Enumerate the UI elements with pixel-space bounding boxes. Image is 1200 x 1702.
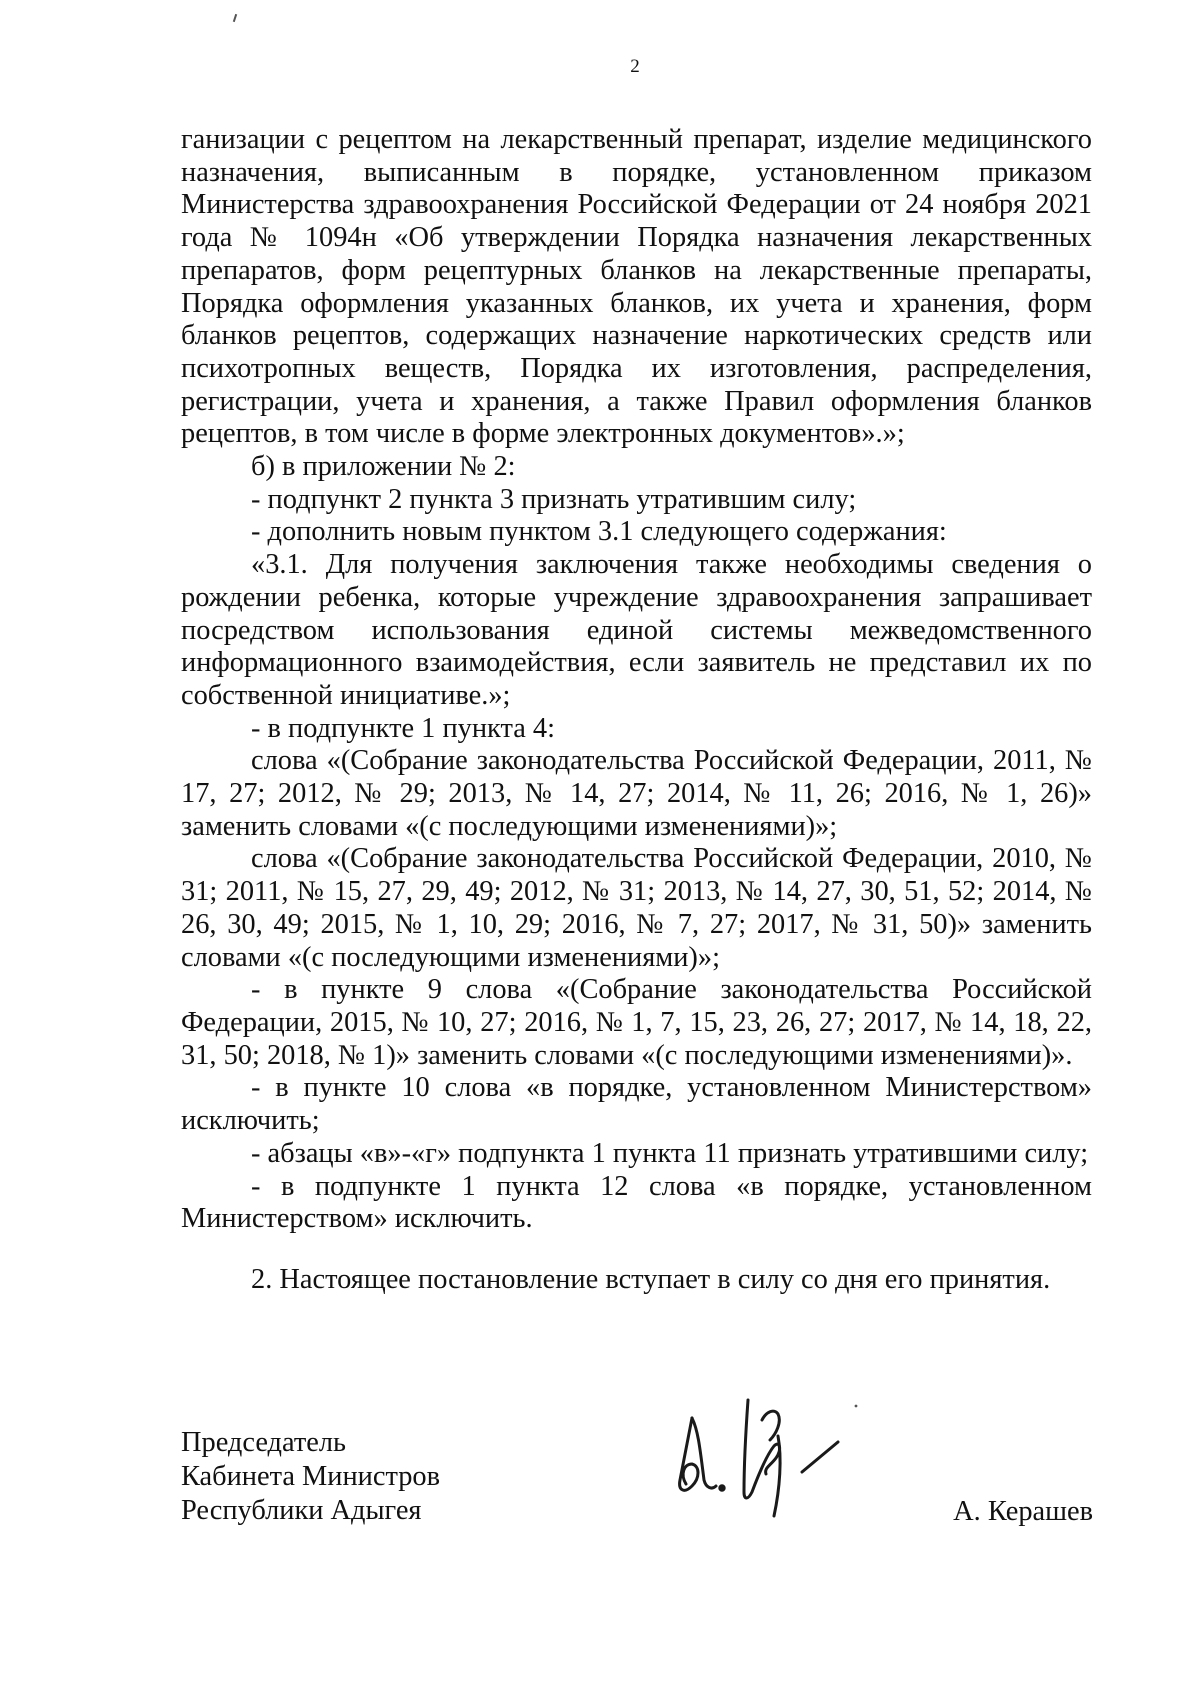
paragraph-4: - дополнить новым пунктом 3.1 следующего содержания: [251, 516, 947, 548]
paragraph-8: слова «(Собрание законодательства Российской Федерации, 2010, № 31; 2011, № 15, 27, 29, 49; 2012, № 31; 2013, № 14, 27, 30, 51, 52; 2014, № 26, 30, 49; 2015, № 1, 10, 29; 2016, № 7, 27; 2017, № 31, 50)» заменить словами «(с последующими изменениями)»; [181, 843, 1092, 973]
handwritten-signature [670, 1388, 870, 1528]
paragraph-3: - подпункт 2 пункта 3 признать утратившим силу; [251, 483, 857, 515]
scan-artifact-mark [233, 14, 237, 22]
paragraph-12: - в подпункте 1 пункта 12 слова «в порядке, установленном Министерством» исключить. [181, 1170, 1092, 1235]
signer-name: А. Керашев [953, 1496, 1093, 1527]
paragraph-2: б) в приложении № 2: [251, 451, 516, 483]
signer-title-line-1: Председатель [181, 1427, 346, 1458]
paragraph-7: слова «(Собрание законодательства Российской Федерации, 2011, № 17, 27; 2012, № 29; 2013, № 14, 27; 2014, № 11, 26; 2016, № 1, 26)» заменить словами «(с последующими изменениями)»; [181, 745, 1092, 842]
paragraph-1: ганизации с рецептом на лекарственный препарат, изделие медицинского назначения, выписанным в порядке, установленном приказом Министерства здравоохранения Российской Федерации от 24 ноября 2021 года № 1094н «Об утверждении Порядка назначения лекарственных препаратов, форм рецептурных бланков на лекарственные препараты, Порядка оформления указанных бланков, их учета и хранения, форм бланков рецептов, содержащих назначение наркотических средств или психотропных веществ, Порядка их изготовления, распределения, регистрации, учета и хранения, а также Правил оформления бланков рецептов, в том числе в форме электронных документов».»; [181, 124, 1092, 450]
closing-paragraph: 2. Настоящее постановление вступает в силу со дня его принятия. [251, 1264, 1051, 1295]
paragraph-5: «3.1. Для получения заключения также необходимы сведения о рождении ребенка, которые учреждение здравоохранения запрашивает посредством использования единой системы межведомственного информационного взаимодействия, если заявитель не представил их по собственной инициативе.»; [181, 549, 1092, 711]
paragraph-9: - в пункте 9 слова «(Собрание законодательства Российской Федерации, 2015, № 10, 27; 2016, № 1, 7, 15, 23, 26, 27; 2017, № 14, 18, 22, 31, 50; 2018, № 1)» заменить словами «(с последующими изменениями)». [181, 974, 1092, 1071]
signer-title-line-2: Кабинета Министров [181, 1461, 441, 1492]
paragraph-11: - абзацы «в»-«г» подпункта 1 пункта 11 признать утратившими силу; [251, 1137, 1089, 1169]
page-number: 2 [630, 56, 640, 77]
paragraph-6: - в подпункте 1 пункта 4: [251, 712, 556, 744]
signer-title [181, 1426, 440, 1528]
document-body [181, 124, 1092, 1236]
paragraph-10: - в пункте 10 слова «в порядке, установленном Министерством» исключить; [181, 1072, 1092, 1137]
signer-title-line-3: Республики Адыгея [181, 1495, 422, 1526]
